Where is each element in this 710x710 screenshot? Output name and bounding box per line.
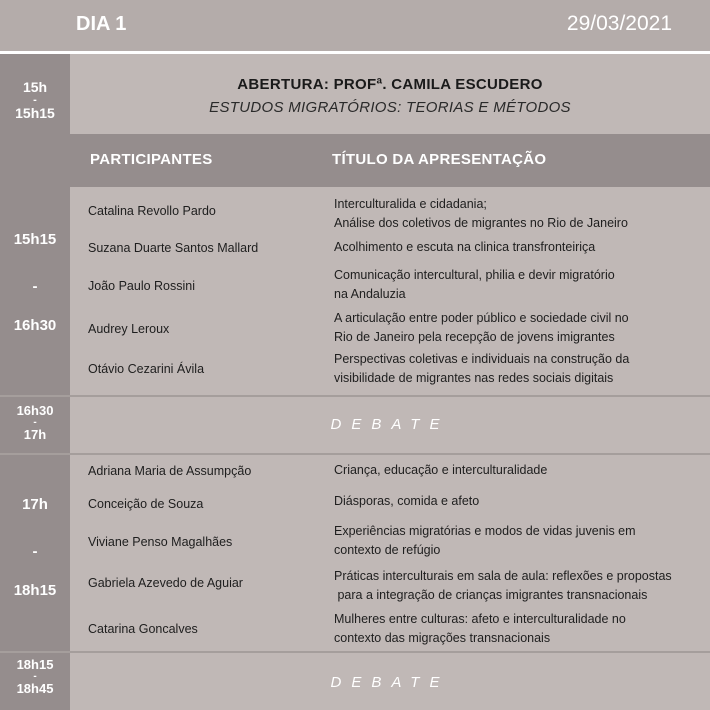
talk-title xyxy=(334,195,628,233)
participant-name: Audrey Leroux xyxy=(88,322,170,336)
talk-line: contexto das migrações transnacionais xyxy=(334,631,551,645)
talk-line: Mulheres entre culturas: afeto e interculturalidade no xyxy=(334,612,626,626)
talk-line: Criança, educação e interculturalidade xyxy=(334,463,548,477)
participant-name: Adriana Maria de Assumpção xyxy=(88,464,252,478)
debate1-time-start: 16h30 xyxy=(16,403,54,418)
session1-block xyxy=(70,187,710,395)
opening-row xyxy=(70,54,710,134)
participant-name: Otávio Cezarini Ávila xyxy=(88,362,205,376)
talk-line: para a integração de crianças imigrantes transnacionais xyxy=(334,588,648,602)
talk-line: Experiências migratórias e modos de vidas juvenis em xyxy=(334,524,636,538)
debate2-time xyxy=(0,658,70,696)
talk-line: Interculturalida e cidadania; xyxy=(334,197,487,211)
debate1-label: DEBATE xyxy=(330,416,450,433)
talk-line: Análise dos coletivos de migrantes no Rio de Janeiro xyxy=(334,216,628,230)
participants-header: PARTICIPANTES xyxy=(90,151,213,168)
talk-title xyxy=(334,350,629,388)
talk-line: A articulação entre poder público e sociedade civil no xyxy=(334,311,629,325)
debate1-time-dash: - xyxy=(33,416,37,428)
opening-time-start: 15h xyxy=(22,79,48,95)
session1-time xyxy=(0,232,70,333)
talk-line: Práticas interculturais em sala de aula: reflexões e propostas xyxy=(334,569,672,583)
session1-time-start: 15h15 xyxy=(13,231,57,248)
session2-time xyxy=(0,497,70,598)
talk-title xyxy=(334,610,626,648)
participant-name: João Paulo Rossini xyxy=(88,279,196,293)
talk-line: visibilidade de migrantes nas redes sociais digitais xyxy=(334,371,614,385)
participant-name: Viviane Penso Magalhães xyxy=(88,535,233,549)
talk-title xyxy=(334,522,636,560)
talk-title xyxy=(334,492,479,511)
session1-time-dash: - xyxy=(32,278,38,295)
day-label: DIA 1 xyxy=(76,13,127,35)
talk-line: Rio de Janeiro pela recepção de jovens imigrantes xyxy=(334,330,615,344)
session2-time-dash: - xyxy=(32,543,38,560)
column-header-row xyxy=(70,134,710,187)
participant-name: Conceição de Souza xyxy=(88,497,204,511)
talk-title xyxy=(334,266,615,304)
session2-time-start: 17h xyxy=(22,496,48,513)
talk-line: Diásporas, comida e afeto xyxy=(334,494,480,508)
debate1-time-end: 17h xyxy=(23,427,47,443)
talk-title xyxy=(334,238,595,257)
opening-time-end: 15h15 xyxy=(15,105,55,122)
time-column xyxy=(0,54,70,710)
talk-title-header: TÍTULO DA APRESENTAÇÃO xyxy=(332,151,547,168)
talk-title xyxy=(334,461,547,480)
header-bar xyxy=(0,0,710,52)
participant-name: Catarina Goncalves xyxy=(88,622,198,636)
talk-line: na Andaluzia xyxy=(334,287,406,301)
talk-line: Comunicação intercultural, philia e devir migratório xyxy=(334,268,615,282)
participant-name: Catalina Revollo Pardo xyxy=(88,204,216,218)
talk-line: Acolhimento e escuta na clinica transfronteiriça xyxy=(334,240,596,254)
talk-title xyxy=(334,567,672,605)
participant-name: Gabriela Azevedo de Aguiar xyxy=(88,576,243,590)
debate2-label: DEBATE xyxy=(330,674,450,691)
opening-title: ABERTURA: PROFª. CAMILA ESCUDERO xyxy=(237,76,543,93)
talk-line: Perspectivas coletivas e individuais na construção da xyxy=(334,352,630,366)
debate2-time-dash: - xyxy=(33,670,37,682)
participant-name: Suzana Duarte Santos Mallard xyxy=(88,241,259,255)
debate2-time-end: 18h45 xyxy=(16,681,54,697)
debate1-row xyxy=(70,397,710,453)
debate2-time-start: 18h15 xyxy=(16,657,54,672)
debate2-row xyxy=(70,653,710,710)
talk-line: contexto de refúgio xyxy=(334,543,441,557)
session1-time-end: 16h30 xyxy=(13,317,57,334)
opening-time-dash: - xyxy=(33,93,37,106)
date-label: 29/03/2021 xyxy=(566,12,672,35)
opening-time xyxy=(0,80,70,121)
debate1-time xyxy=(0,404,70,442)
session2-time-end: 18h15 xyxy=(13,582,57,599)
session2-block xyxy=(70,455,710,651)
talk-title xyxy=(334,309,629,347)
opening-subtitle: ESTUDOS MIGRATÓRIOS: TEORIAS E MÉTODOS xyxy=(209,99,571,116)
